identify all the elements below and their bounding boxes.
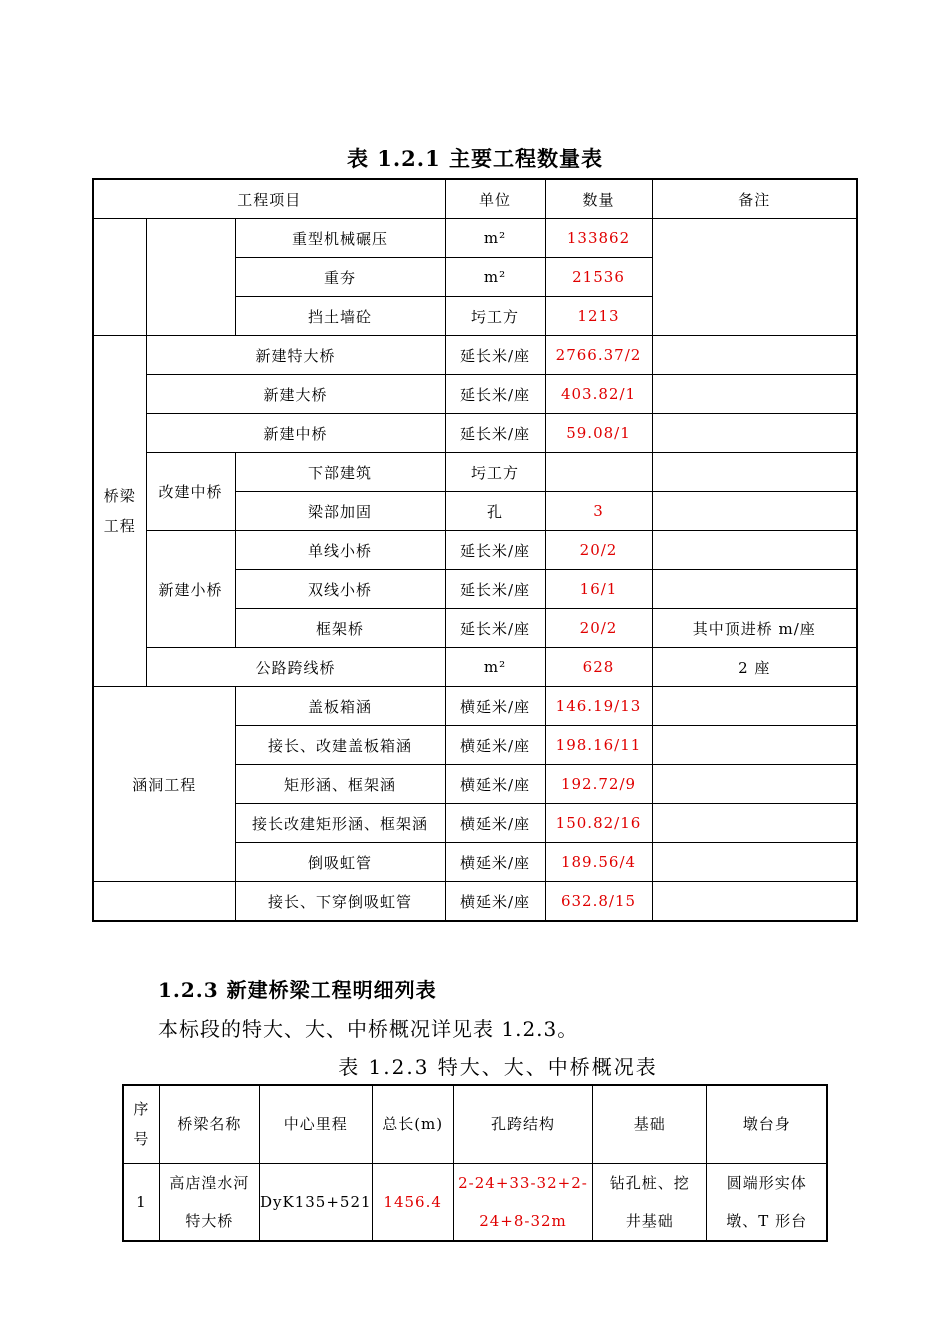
- item-note: [652, 375, 857, 414]
- item-qty: 21536: [545, 258, 652, 297]
- cell-span: 2-24+33-32+2- 24+8-32m: [453, 1163, 592, 1241]
- item-qty: 192.72/9: [545, 765, 652, 804]
- table1-title: 表 1.2.1 主要工程数量表: [346, 146, 604, 171]
- roadbed-subgroup-cell: [146, 219, 235, 336]
- new-small-label: 新建小桥: [146, 531, 235, 648]
- item-note: [652, 687, 857, 726]
- item-name: 倒吸虹管: [235, 843, 445, 882]
- item-name: 新建特大桥: [146, 336, 445, 375]
- roadbed-group-cell: [93, 219, 146, 336]
- table-row: [93, 648, 857, 687]
- item-note: [652, 336, 857, 375]
- item-unit: 延长米/座: [445, 414, 545, 453]
- blank-group-cell: [93, 882, 235, 922]
- item-qty: [545, 453, 652, 492]
- item-qty: 20/2: [545, 609, 652, 648]
- item-note: [652, 726, 857, 765]
- bridge-overview-table: [122, 1084, 828, 1242]
- header-qty: 数量: [545, 179, 652, 219]
- item-qty: 59.08/1: [545, 414, 652, 453]
- table-header-row: [123, 1085, 827, 1163]
- item-qty: 20/2: [545, 531, 652, 570]
- item-name: 梁部加固: [235, 492, 445, 531]
- item-qty: 2766.37/2: [545, 336, 652, 375]
- table2-title: 表 1.2.3 特大、大、中桥概况表: [338, 1055, 658, 1079]
- item-note: [652, 765, 857, 804]
- item-qty: 3: [545, 492, 652, 531]
- roadbed-note: [652, 219, 857, 336]
- item-unit: 孔: [445, 492, 545, 531]
- item-qty: 628: [545, 648, 652, 687]
- header-span: 孔跨结构: [453, 1085, 592, 1163]
- item-name: 框架桥: [235, 609, 445, 648]
- table-header-row: [93, 179, 857, 219]
- item-unit: 横延米/座: [445, 726, 545, 765]
- item-note: [652, 414, 857, 453]
- header-item: 工程项目: [93, 179, 445, 219]
- table-row: [93, 453, 857, 492]
- item-name: 重型机械碾压: [235, 219, 445, 258]
- item-note: [652, 570, 857, 609]
- item-name: 接长改建矩形涵、框架涵: [235, 804, 445, 843]
- header-length: 总长(m): [372, 1085, 453, 1163]
- item-unit: m²: [445, 648, 545, 687]
- item-unit: 圬工方: [445, 297, 545, 336]
- item-name: 接长、下穿倒吸虹管: [235, 882, 445, 922]
- table-row: [123, 1163, 827, 1241]
- cell-foundation: 钻孔桩、挖 井基础: [593, 1163, 707, 1241]
- header-note: 备注: [652, 179, 857, 219]
- item-note: [652, 804, 857, 843]
- item-qty: 632.8/15: [545, 882, 652, 922]
- item-unit: 延长米/座: [445, 336, 545, 375]
- item-name: 矩形涵、框架涵: [235, 765, 445, 804]
- item-name: 新建大桥: [146, 375, 445, 414]
- item-qty: 189.56/4: [545, 843, 652, 882]
- item-unit: 延长米/座: [445, 531, 545, 570]
- table-row: [93, 531, 857, 570]
- item-unit: 横延米/座: [445, 687, 545, 726]
- item-unit: 圬工方: [445, 453, 545, 492]
- item-name: 挡土墙砼: [235, 297, 445, 336]
- item-qty: 16/1: [545, 570, 652, 609]
- item-unit: m²: [445, 258, 545, 297]
- table-row: [93, 219, 857, 258]
- item-name: 重夯: [235, 258, 445, 297]
- item-qty: 133862: [545, 219, 652, 258]
- rebuild-mid-label: 改建中桥: [146, 453, 235, 531]
- section-paragraph: 本标段的特大、大、中桥概况详见表 1.2.3。: [158, 1017, 579, 1041]
- item-note: [652, 843, 857, 882]
- cell-pier: 圆端形实体 墩、T 形台: [707, 1163, 827, 1241]
- item-unit: 横延米/座: [445, 882, 545, 922]
- culvert-group-label: 涵洞工程: [93, 687, 235, 882]
- item-unit: 延长米/座: [445, 570, 545, 609]
- item-unit: 延长米/座: [445, 609, 545, 648]
- item-qty: 198.16/11: [545, 726, 652, 765]
- bridge-group-label: 桥梁 工程: [93, 336, 146, 687]
- table-row: [93, 414, 857, 453]
- table-row: [93, 882, 857, 922]
- item-qty: 146.19/13: [545, 687, 652, 726]
- cell-mileage: DyK135+521: [260, 1163, 373, 1241]
- table-row: [93, 336, 857, 375]
- item-name: 双线小桥: [235, 570, 445, 609]
- item-name: 公路跨线桥: [146, 648, 445, 687]
- cell-no: 1: [123, 1163, 159, 1241]
- item-note: 2 座: [652, 648, 857, 687]
- table-row: [93, 375, 857, 414]
- header-no: 序 号: [123, 1085, 159, 1163]
- item-note: [652, 882, 857, 922]
- item-unit: 横延米/座: [445, 804, 545, 843]
- item-name: 盖板箱涵: [235, 687, 445, 726]
- table-row: [93, 687, 857, 726]
- item-note: 其中顶进桥 m/座: [652, 609, 857, 648]
- item-note: [652, 531, 857, 570]
- item-unit: 横延米/座: [445, 843, 545, 882]
- item-name: 新建中桥: [146, 414, 445, 453]
- header-foundation: 基础: [593, 1085, 707, 1163]
- cell-name: 高店湟水河 特大桥: [159, 1163, 259, 1241]
- item-unit: m²: [445, 219, 545, 258]
- item-note: [652, 492, 857, 531]
- item-qty: 403.82/1: [545, 375, 652, 414]
- item-name: 单线小桥: [235, 531, 445, 570]
- item-name: 下部建筑: [235, 453, 445, 492]
- header-unit: 单位: [445, 179, 545, 219]
- item-note: [652, 453, 857, 492]
- item-name: 接长、改建盖板箱涵: [235, 726, 445, 765]
- cell-length: 1456.4: [372, 1163, 453, 1241]
- item-unit: 横延米/座: [445, 765, 545, 804]
- section-heading: 1.2.3 新建桥梁工程明细列表: [158, 978, 437, 1002]
- item-qty: 150.82/16: [545, 804, 652, 843]
- header-mileage: 中心里程: [260, 1085, 373, 1163]
- item-qty: 1213: [545, 297, 652, 336]
- header-pier: 墩台身: [707, 1085, 827, 1163]
- header-name: 桥梁名称: [159, 1085, 259, 1163]
- main-quantity-table: [92, 178, 858, 922]
- item-unit: 延长米/座: [445, 375, 545, 414]
